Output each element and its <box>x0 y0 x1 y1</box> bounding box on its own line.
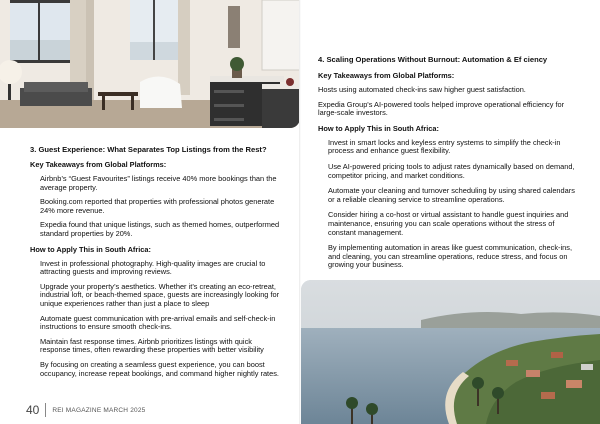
list-item: Invest in smart locks and keyless entry systems to simplify the check-in process and enhance guest flexibility. <box>328 137 561 156</box>
list-item: Booking.com reported that properties with professional photos generate 24% more revenue. <box>40 197 275 215</box>
apply-list <box>318 139 580 270</box>
apply-list <box>30 260 280 379</box>
takeaways-list <box>318 86 580 118</box>
page-number: 40 <box>26 403 40 417</box>
list-item: Invest in professional photography. High-quality images are crucial to attracting guests and improving reviews. <box>40 258 266 277</box>
takeaways-list <box>30 175 280 239</box>
footer-divider <box>45 403 46 417</box>
apply-heading: How to Apply This in South Africa: <box>318 123 439 133</box>
apply-heading: How to Apply This in South Africa: <box>30 244 151 254</box>
list-item: Upgrade your property’s aesthetics. Whether it’s creating an eco-retreat, industrial loft, or beach-themed space, guests are increasingly looking for unique experiences rather than just a place to sleep <box>40 281 280 308</box>
section-title: 3. Guest Experience: What Separates Top Listings from the Rest? <box>30 145 267 154</box>
takeaways-heading: Key Takeaways from Global Platforms: <box>318 71 455 80</box>
list-item: Expedia Group's AI-powered tools helped improve operational efficiency for large-scale investors. <box>318 99 565 118</box>
section-title: 4. Scaling Operations Without Burnout: Automation & Ef ciency <box>318 55 548 64</box>
interior-illustration <box>0 0 300 128</box>
list-item: Expedia found that unique listings, such as themed homes, outperformed standard properties by 20%. <box>40 220 280 238</box>
list-item: Use AI-powered pricing tools to adjust rates dynamically based on demand, competitor pricing, and market conditions. <box>328 161 575 180</box>
takeaways-heading: Key Takeaways from Global Platforms: <box>30 160 167 169</box>
list-item: Airbnb’s “Guest Favourites” listings receive 40% more bookings than the average property. <box>40 174 277 192</box>
coast-illustration <box>301 280 600 424</box>
list-item: By focusing on creating a seamless guest experience, you can boost occupancy, increase repeat bookings, and command higher nightly rates. <box>40 359 279 378</box>
right-article-text <box>318 55 580 277</box>
list-item: Consider hiring a co-host or virtual assistant to handle guest inquiries and maintenance, ensuring you can scale operations without the stress of constant management. <box>328 210 569 237</box>
list-item: Maintain fast response times. Airbnb prioritizes listings with quick response times, often rewarding these properties with better visibility <box>40 336 264 355</box>
left-article-text <box>30 145 280 384</box>
list-item: Automate your cleaning and turnover scheduling by using shared calendars or a reliable cleaning service to streamline operations. <box>328 186 575 204</box>
list-item: Hosts using automated check-ins saw higher guest satisfaction. <box>318 85 526 94</box>
magazine-issue-label: REI MAGAZINE MARCH 2025 <box>52 406 146 414</box>
page-footer <box>26 400 145 420</box>
interior-photo <box>0 0 300 128</box>
list-item: Automate guest communication with pre-arrival emails and self-check-in instructions to ensure smooth check-ins. <box>40 313 276 332</box>
list-item: By implementing automation in areas like guest communication, check-ins, and cleaning, you can streamline operations, reduce stress, and focus on growing your business. <box>328 243 573 270</box>
coast-photo <box>301 280 600 424</box>
